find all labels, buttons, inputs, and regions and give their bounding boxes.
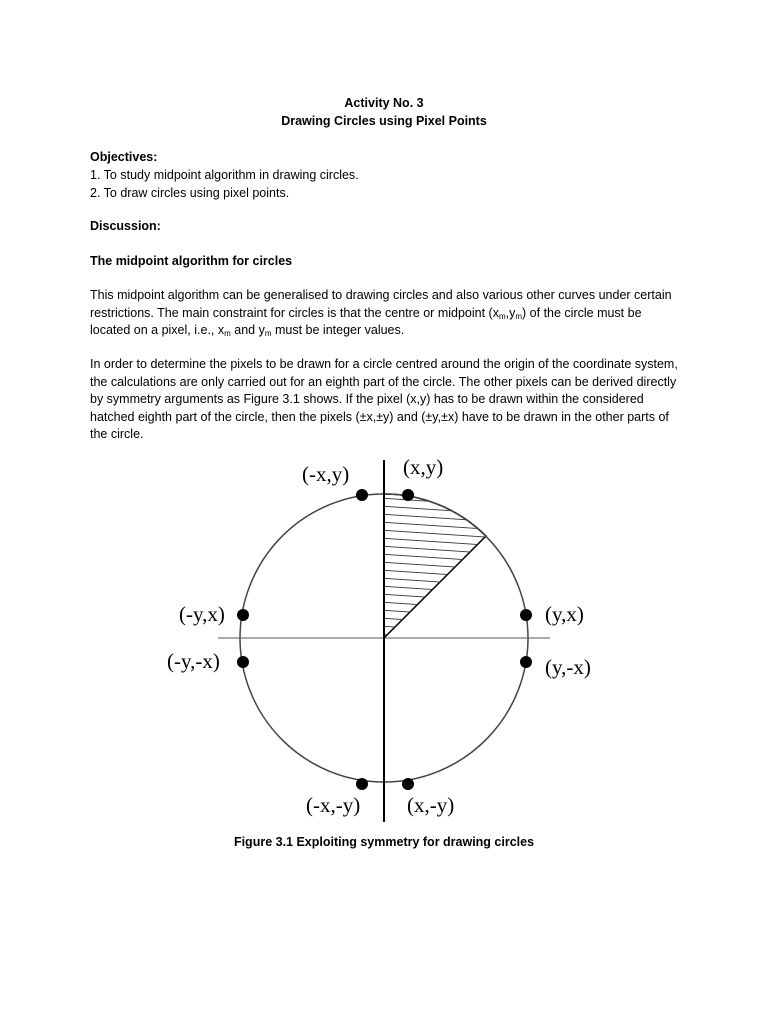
objective-item-2: 2. To draw circles using pixel points. [90,186,290,200]
para1-text-d: and y [230,323,265,338]
symmetry-circle-figure [0,450,768,830]
subscript-m: m [498,311,506,321]
activity-number: Activity No. 3 [344,96,424,110]
para1-text-b: ,y [505,305,516,320]
label-neg-y-x: (-y,x) [179,602,225,626]
para1-text-a: This midpoint algorithm can be generalised to drawing circles and also various other curves under certain restrictions. The main constraint for circles is that the centre or midpoint (x [90,288,672,320]
page-title: Drawing Circles using Pixel Points [281,114,487,128]
point-x-y [402,489,414,501]
point-y-x [520,609,532,621]
label-y-neg-x: (y,-x) [545,655,591,679]
label-neg-x-neg-y: (-x,-y) [306,793,361,817]
discussion-heading: Discussion: [90,219,161,233]
point-y-neg-x [520,656,532,668]
para1-text-e: must be integer values. [271,323,405,338]
paragraph-1 [90,287,680,340]
point-x-neg-y [402,778,414,790]
figure-caption: Figure 3.1 Exploiting symmetry for drawing circles [233,835,535,849]
label-y-x: (y,x) [545,602,584,626]
point-neg-x-y [356,489,368,501]
objective-item-1: 1. To study midpoint algorithm in drawing circles. [90,168,359,182]
hatched-octant [380,494,500,642]
point-neg-y-x [237,609,249,621]
label-x-neg-y: (x,-y) [407,793,455,817]
point-neg-x-neg-y [356,778,368,790]
label-neg-x-y: (-x,y) [302,462,350,486]
para1-text-c: ) of the circle must be located on a pixel, i.e., x [90,305,642,338]
label-x-y: (x,y) [403,455,444,479]
subscript-m: m [264,329,272,339]
label-neg-y-neg-x: (-y,-x) [167,649,220,673]
point-neg-y-neg-x [237,656,249,668]
hatch-lines [380,498,500,642]
section-subheading: The midpoint algorithm for circles [90,254,293,268]
objectives-heading: Objectives: [90,150,158,164]
subscript-m: m [224,329,231,339]
paragraph-2: In order to determine the pixels to be drawn for a circle centred around the origin of the coordinate system, the calculations are only carried out for an eighth part of the circle. The other pixels can be derived directly by symmetry arguments as Figure 3.1 shows. If the pixel (x,y) has to be drawn within the considered hatched eighth part of the circle, then the pixels (±x,±y) and (±y,±x) have to be drawn in the other parts of the circle. [90,357,678,442]
subscript-m: m [515,311,523,321]
